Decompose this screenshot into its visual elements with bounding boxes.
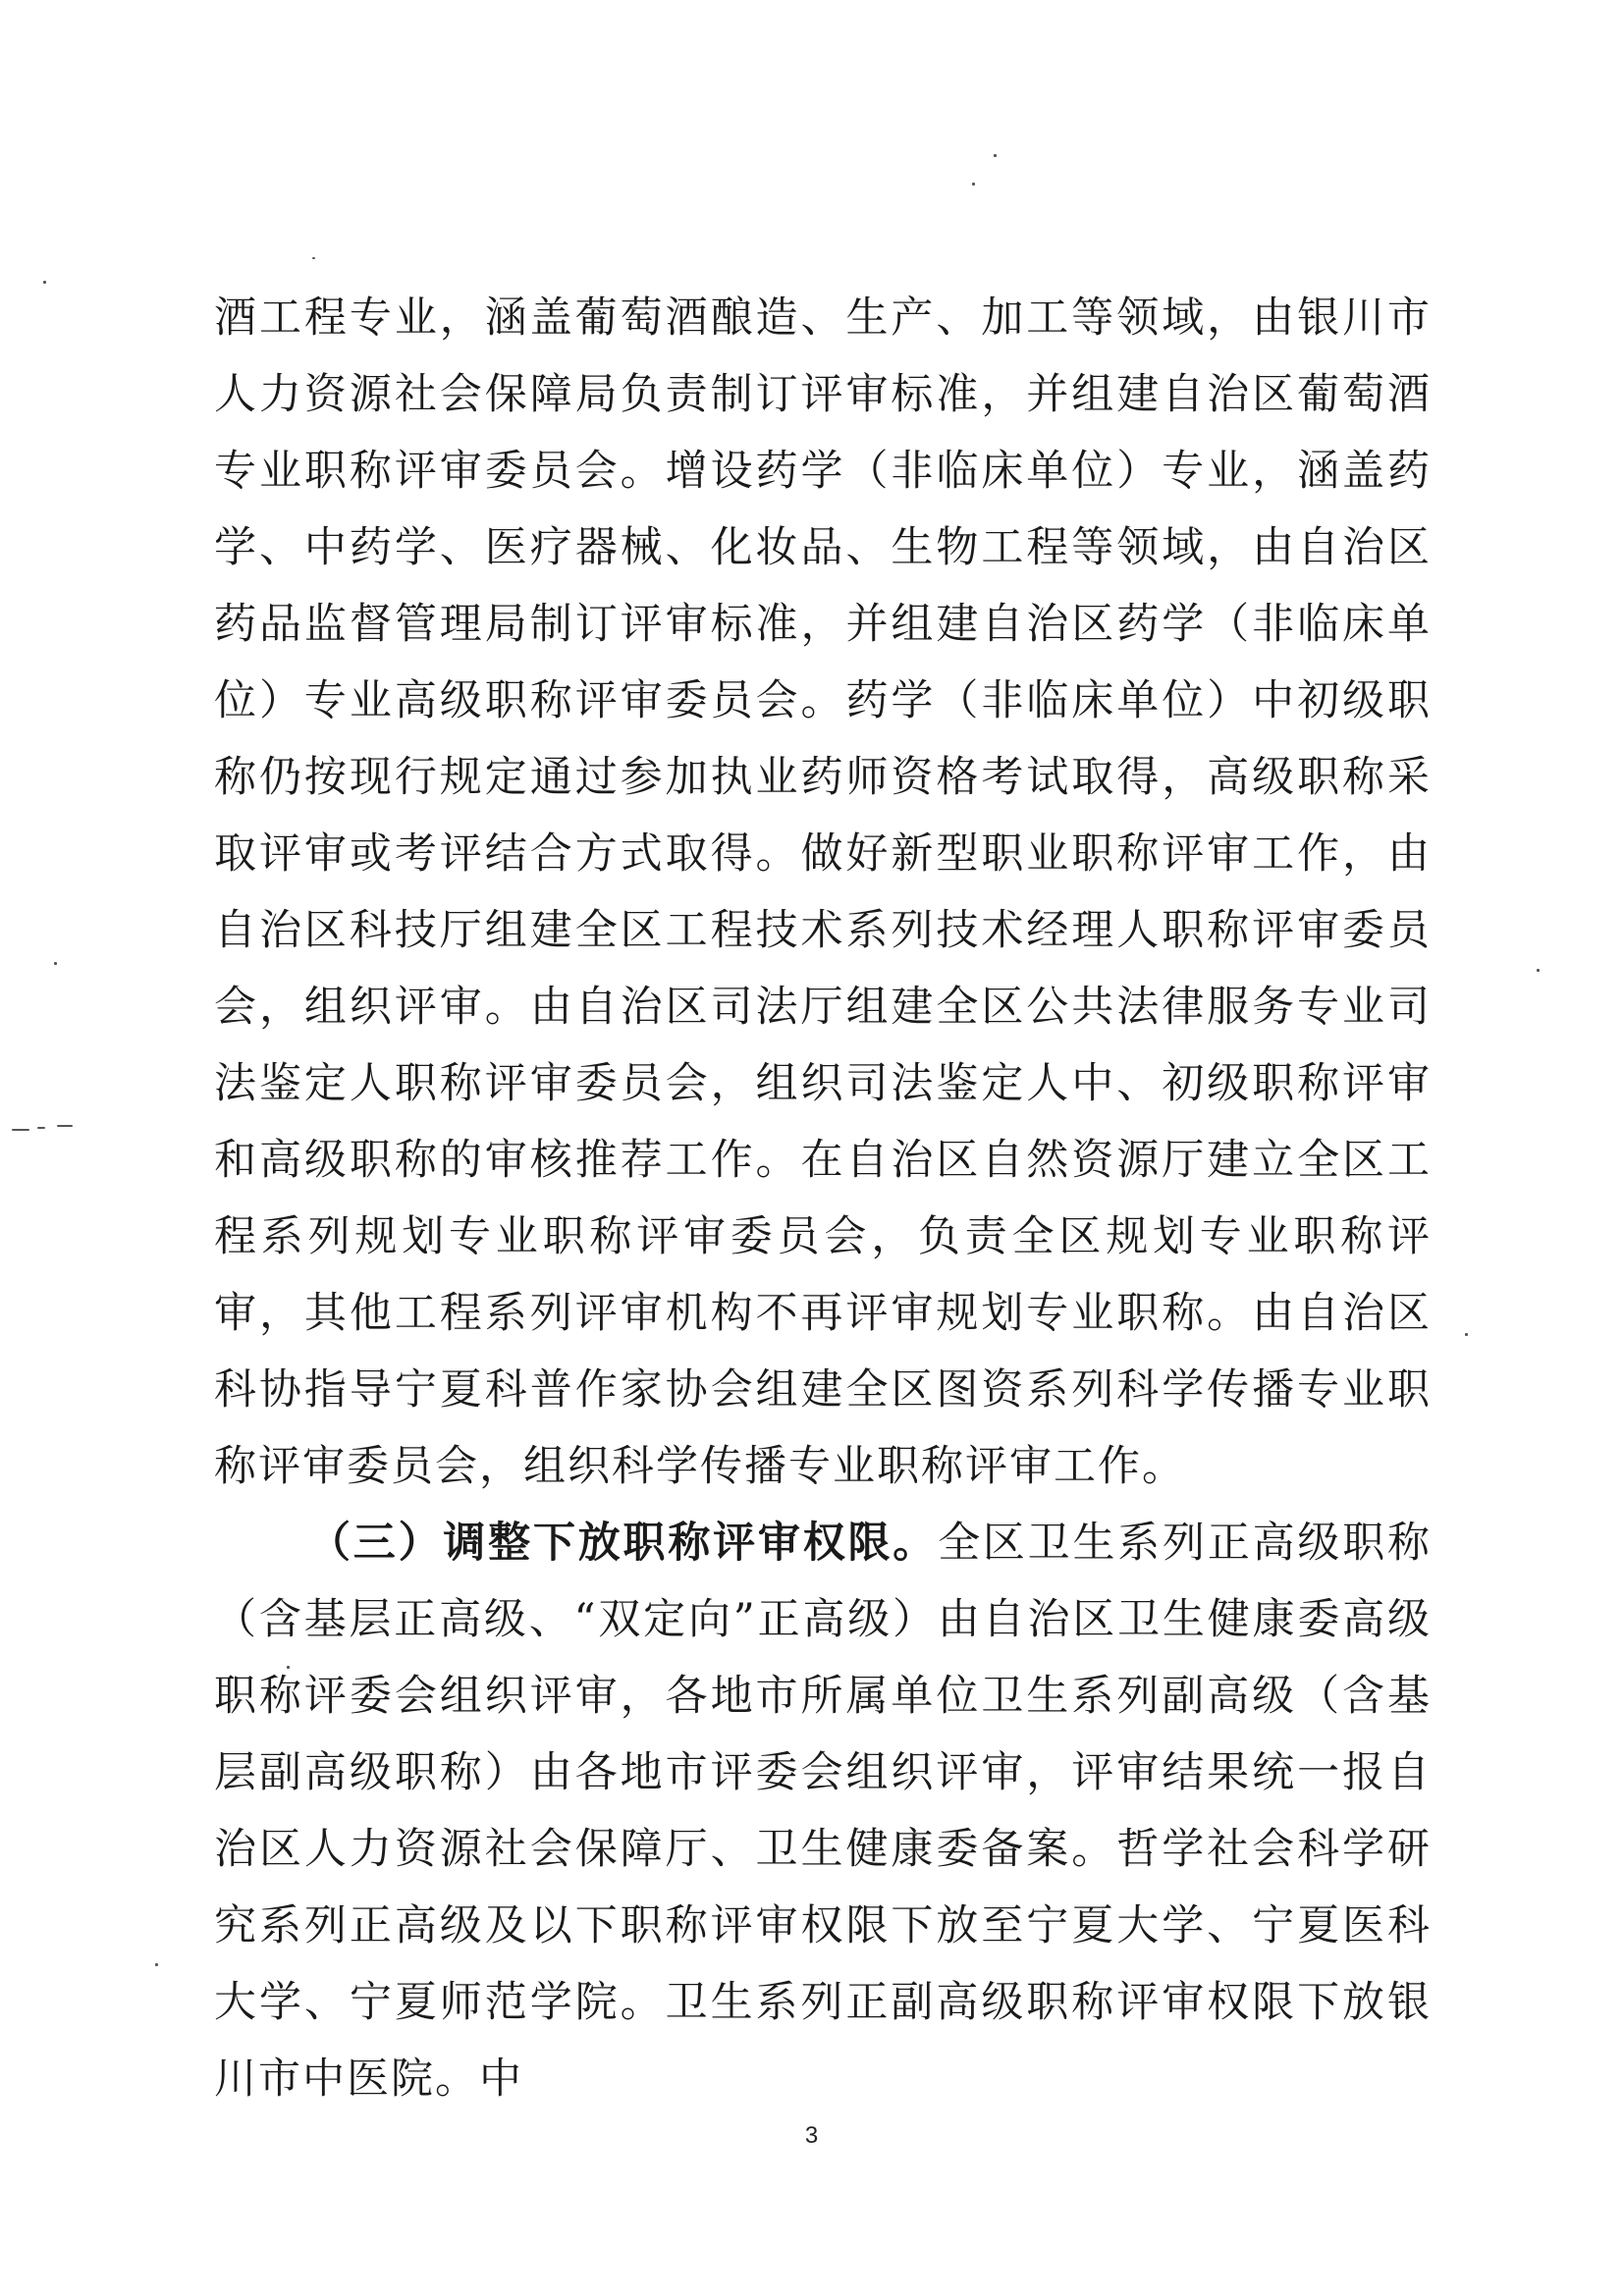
- page-number: 3: [804, 2122, 819, 2149]
- scan-speck: [994, 154, 997, 157]
- scan-speck: [1537, 969, 1540, 972]
- section-heading: （三）调整下放职称评审权限。: [308, 1519, 939, 1568]
- scan-speck: [57, 1125, 73, 1127]
- scan-speck: [1465, 1333, 1468, 1336]
- paragraph-text: 酒工程专业，涵盖葡萄酒酿造、生产、加工等领域，由银川市人力资源社会保障局负责制订评审标准，并组建自治区葡萄酒专业职称评审委员会。增设药学（非临床单位）专业，涵盖药学、中药学、医疗器械、化妆品、生物工程等领域，由自治区药品监督管理局制订评审标准，并组建自治区药学（非临床单位）专业高级职称评审委员会。药学（非临床单位）中初级职称仍按现行规定通过参加执业药师资格考试取得，高级职称采取评审或考评结合方式取得。做好新型职业职称评审工作，由自治区科技厅组建全区工程技术系列技术经理人职称评审委员会，组织评审。由自治区司法厅组建全区公共法律服务专业司法鉴定人职称评审委员会，组织司法鉴定人中、初级职称评审和高级职称的审核推荐工作。在自治区自然资源厅建立全区工程系列规划专业职称评审委员会，负责全区规划专业职称评审，其他工程系列评审机构不再评审规划专业职称。由自治区科协指导宁夏科普作家协会组建全区图资系列科学传播专业职称评审委员会，组织科学传播专业职称评审工作。: [214, 294, 1432, 1491]
- paragraph-text: 全区卫生系列正高级职称（含基层正高级、“双定向”正高级）由自治区卫生健康委高级职称评委会组织评审，各地市所属单位卫生系列副高级（含基层副高级职称）由各地市评委会组织评审，评审结果统一报自治区人力资源社会保障厅、卫生健康委备案。哲学社会科学研究系列正高级及以下职称评审权限下放至宁夏大学、宁夏医科大学、宁夏师范学院。卫生系列正副高级职称评审权限下放银川市中医院。中: [214, 1519, 1433, 2104]
- scan-speck: [12, 1129, 29, 1131]
- scan-speck: [43, 281, 46, 284]
- scan-speck: [312, 257, 315, 259]
- paragraph-continued: [214, 280, 1432, 1505]
- scan-speck: [37, 1127, 45, 1129]
- body-text: [214, 280, 1432, 2117]
- scan-speck: [287, 1666, 290, 1669]
- scan-speck: [155, 1963, 158, 1966]
- scan-speck: [972, 183, 975, 186]
- scan-speck: [54, 962, 57, 965]
- paragraph-section-three: [214, 1505, 1432, 2117]
